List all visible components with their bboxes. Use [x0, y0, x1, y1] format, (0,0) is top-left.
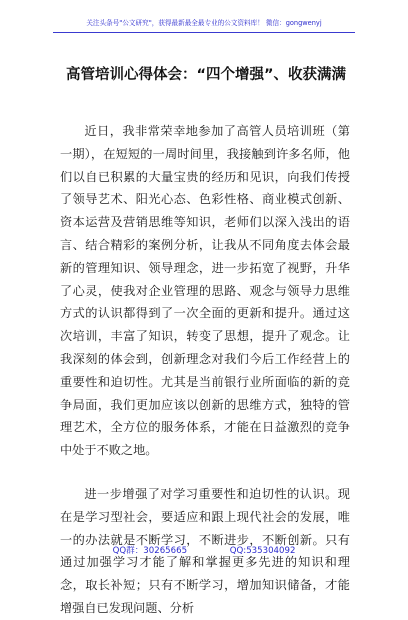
footer-qq-group: QQ群：30265665: [112, 546, 188, 556]
footer-qq: QQ:535304092: [229, 546, 296, 556]
header-banner: 关注头条号"公文研究"，获得最新最全最专业的公文资料库！ 微信：gongwenyj: [53, 17, 355, 33]
paragraph-1: 近日，我非常荣幸地参加了高管人员培训班（第一期），在短短的一周时间里，我接触到许多名师，他们以自已积累的大量宝贵的经历和见识，向我们传授了领导艺术、阳光心态、色彩性格、商业模式创新、资本运营及营销思维等知识，老师们以深入浅出的语言、结合精彩的案例分析，让我从不同角度去体会最新的管理知识、领导理念，进一步拓宽了视野，升华了心灵，使我对企业管理的思路、观念与领导力思维方式的认识都得到了一次全面的更新和提升。通过这次培训，丰富了知识，转变了思想，提升了观念。让我深刻的体会到，创新理念对我们今后工作经营上的重要性和迫切性。尤其是当前银行业所面临的新的竞争局面，我们更加应该以创新的思维方式，独特的管理艺术，全方位的服务体系，才能在日益激烈的竞争中处于不败之地。: [60, 124, 350, 458]
document-title: 高管培训心得体会：“四个增强”、收获满满: [65, 67, 347, 83]
paragraph-2: 进一步增强了对学习重要性和迫切性的认识。现在是学习型社会，要适应和跟上现代社会的发展，唯一的办法就是不断学习，不断进步，不断创新。只有通过加强学习才能了解和掌握更多先进的知识和理念，取长补短；只有不断学习，增加知识储备，才能增强自已发现问题、分析: [60, 486, 350, 615]
footer-contact: [0, 545, 408, 557]
